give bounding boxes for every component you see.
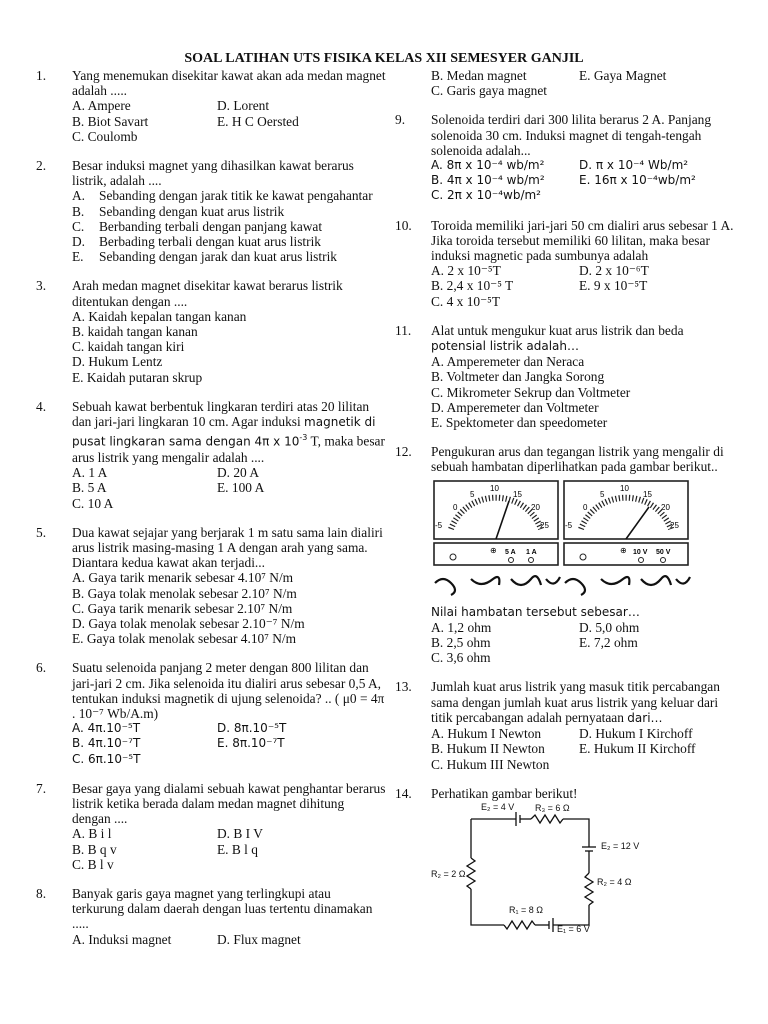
question-stem: Arah medan magnet disekitar kawat berarus listrik ditentukan dengan .... <box>72 278 343 309</box>
svg-text:10: 10 <box>490 483 499 493</box>
option-c: C. B l v <box>72 856 114 872</box>
svg-text:15: 15 <box>643 489 652 499</box>
option-a: A. Kaidah kepalan tangan kanan <box>72 308 247 324</box>
question-14 <box>395 786 740 933</box>
svg-text:25: 25 <box>540 520 549 530</box>
option-e: E. 16π x 10⁻⁴wb/m² <box>579 173 696 188</box>
svg-text:1 A: 1 A <box>526 548 537 556</box>
svg-text:20: 20 <box>661 502 670 512</box>
question-stem: Dua kawat sejajar yang berjarak 1 m satu sama lain dialiri arus listrik masing-masing 1 A dengan arah yang sama. Diantara kedua kawat akan terjadi... <box>72 524 383 571</box>
option-d: D. Berbading terbali dengan kuat arus listrik <box>72 234 321 250</box>
question-number: 2. <box>36 158 47 174</box>
option-d: D. B I V <box>217 826 263 842</box>
left-column <box>36 68 386 961</box>
option-b: B. 2,4 x 10⁻⁵ T <box>431 278 514 294</box>
question-number: 7. <box>36 780 47 796</box>
option-c: C. Gaya tarik menarik sebesar 2.10⁷ N/m <box>72 600 293 616</box>
question-stem: Pengukuran arus dan tegangan listrik yang mengalir di sebuah hambatan diperlihatkan pada gambar berikut.. <box>431 444 724 475</box>
option-c: C. Garis gaya magnet <box>431 83 548 99</box>
option-d: D. 5,0 ohm <box>579 619 640 635</box>
ammeter <box>434 481 560 595</box>
option-a: A. Hukum I Newton <box>431 726 542 742</box>
svg-text:⊕: ⊕ <box>490 545 497 555</box>
voltmeter <box>564 481 690 595</box>
option-b: B. Biot Savart <box>72 113 149 129</box>
option-c: C. Hukum III Newton <box>431 756 550 772</box>
option-d: D. Hukum Lentz <box>72 354 163 370</box>
question-number: 8. <box>36 886 47 902</box>
option-b: B. Voltmeter dan Jangka Sorong <box>431 369 605 385</box>
question-number: 9. <box>395 112 406 128</box>
question-number: 12. <box>395 444 412 460</box>
question-number: 1. <box>36 68 47 83</box>
question-stem: Besar induksi magnet yang dihasilkan kawat berarus listrik, adalah .... <box>72 158 354 189</box>
question-number: 14. <box>395 785 412 801</box>
option-a: A. 1 A <box>72 465 108 481</box>
question-number: 13. <box>395 679 412 695</box>
svg-text:20: 20 <box>531 502 540 512</box>
option-b: B. B q v <box>72 841 117 857</box>
question-stem: Perhatikan gambar berikut! <box>431 785 578 801</box>
svg-text:5: 5 <box>600 489 605 499</box>
svg-text:0: 0 <box>453 502 458 512</box>
question-6 <box>36 660 386 766</box>
question-13 <box>395 679 740 771</box>
svg-text:E₁ = 6 V: E₁ = 6 V <box>557 923 590 933</box>
option-e: E. Hukum II Kirchoff <box>579 741 696 757</box>
question-2 <box>36 158 386 264</box>
option-c: C. 10 A <box>72 495 114 511</box>
option-c: C. Coulomb <box>72 128 138 144</box>
option-c: C. kaidah tangan kiri <box>72 339 185 355</box>
option-b: B. 4π.10⁻⁷T <box>72 736 141 751</box>
option-a: A. Amperemeter dan Neraca <box>431 354 585 370</box>
option-c: C. 4 x 10⁻⁵T <box>431 293 501 309</box>
option-e: E. Gaya Magnet <box>579 68 667 83</box>
question-followup: Nilai hambatan tersebut sebesar… <box>431 604 640 619</box>
svg-text:E₂ = 4 V: E₂ = 4 V <box>481 801 515 812</box>
option-b: B. Gaya tolak menolak sebesar 2.10⁷ N/m <box>72 585 297 601</box>
option-a: A. Sebanding dengan jarak titik ke kawat pengahantar <box>72 188 373 204</box>
question-stem: Yang menemukan disekitar kawat akan ada medan magnet adalah ..... <box>72 68 386 99</box>
page-title: SOAL LATIHAN UTS FISIKA KELAS XII SEMESYER GANJIL <box>184 51 584 66</box>
option-a: A. 8π x 10⁻⁴ wb/m² <box>431 158 545 173</box>
option-b: B. Hukum II Newton <box>431 741 545 757</box>
question-stem: Banyak garis gaya magnet yang terlingkupi atau terkurung dalam daerah dengan luas tertentu dinamakan ..... <box>72 886 373 932</box>
question-number: 4. <box>36 398 47 414</box>
question-number: 10. <box>395 217 412 233</box>
option-c: C. Mikrometer Sekrup dan Voltmeter <box>431 384 631 400</box>
question-stem: Jumlah kuat arus listrik yang masuk titik percabangan sama dengan jumlah kuat arus listrik yang keluar dari titik percabangan adalah pernyataan dari… <box>431 679 720 725</box>
option-d: D. Flux magnet <box>217 931 301 947</box>
option-e: E. 9 x 10⁻⁵T <box>579 278 648 294</box>
option-a: A. 2 x 10⁻⁵T <box>431 263 501 279</box>
option-a: A. 1,2 ohm <box>431 619 492 635</box>
question-11 <box>395 323 740 430</box>
meter-figure <box>431 479 736 601</box>
question-1 <box>36 68 386 144</box>
svg-text:-5: -5 <box>435 520 443 530</box>
svg-text:50 V: 50 V <box>656 548 671 556</box>
option-d: D. Amperemeter dan Voltmeter <box>431 399 599 415</box>
question-stem: Suatu selenoida panjang 2 meter dengan 800 lilitan dan jari-jari 2 cm. Jika selenoida itu dialiri arus sebesar 0,5 A, tentukan induksi magnetik di ujung selenoida? .. ( μ0 = 4π . 10⁻⁷ Wb/A.m) <box>72 660 385 721</box>
svg-text:25: 25 <box>670 520 679 530</box>
svg-text:R₁ = 8 Ω: R₁ = 8 Ω <box>509 904 544 915</box>
option-a: A. B i l <box>72 826 112 842</box>
svg-text:-5: -5 <box>565 520 573 530</box>
question-9 <box>395 112 740 203</box>
right-column <box>395 68 740 947</box>
option-b: B. 4π x 10⁻⁴ wb/m² <box>431 173 545 188</box>
option-d: D. Gaya tolak menolak sebesar 2.10⁻⁷ N/m <box>72 615 305 631</box>
svg-text:R₃ = 6 Ω: R₃ = 6 Ω <box>535 802 570 813</box>
question-4 <box>36 399 386 511</box>
question-stem: Solenoida terdiri dari 300 lilita berarus 2 A. Panjang solenoida 30 cm. Induksi magnet di tengah-tengah solenoida adalah... <box>431 112 712 158</box>
option-b: B. 2,5 ohm <box>431 635 491 651</box>
option-e: E. B l q <box>217 841 258 857</box>
option-e: E. Gaya tolak menolak sebesar 4.10⁷ N/m <box>72 631 297 647</box>
option-e: E. 7,2 ohm <box>579 635 638 651</box>
question-8-continued <box>395 68 740 98</box>
option-e: E. Kaidah putaran skrup <box>72 369 203 385</box>
option-e: E. 100 A <box>217 480 265 496</box>
question-stem: Besar gaya yang dialami sebuah kawat penghantar berarus listrik ketika berada dalam medan magnet dihitung dengan .... <box>72 780 386 827</box>
svg-text:5: 5 <box>470 489 475 499</box>
option-e: E. H C Oersted <box>217 113 299 129</box>
svg-text:5 A: 5 A <box>505 548 516 556</box>
option-d: D. 2 x 10⁻⁶T <box>579 263 649 279</box>
question-12 <box>395 444 740 665</box>
option-e: E. 8π.10⁻⁷T <box>217 736 285 751</box>
option-a: A. Induksi magnet <box>72 931 172 947</box>
option-d: D. Hukum I Kirchoff <box>579 726 693 742</box>
question-number: 6. <box>36 660 47 676</box>
option-e: E. Spektometer dan speedometer <box>431 415 608 431</box>
question-stem: Sebuah kawat berbentuk lingkaran terdiri atas 20 lilitan dan jari-jari lingkaran 10 cm. Agar induksi magnetik di pusat lingkaran sama dengan 4π x $10^{-3}$ T, maka besar arus listrik yang mengalir adalah .... <box>72 398 385 465</box>
question-3 <box>36 278 386 384</box>
svg-text:10: 10 <box>620 483 629 493</box>
option-c: C. Berbanding terbali dengan panjang kawat <box>72 218 323 234</box>
svg-text:R₂ = 2 Ω: R₂ = 2 Ω <box>431 868 466 879</box>
option-e: E. Sebanding dengan jarak dan kuat arus listrik <box>72 249 337 265</box>
option-a: A. Ampere <box>72 98 131 114</box>
option-b: B. Sebanding dengan kuat arus listrik <box>72 203 285 219</box>
question-10 <box>395 218 740 309</box>
question-7 <box>36 781 386 872</box>
option-b: B. Medan magnet <box>431 68 527 83</box>
option-c: C. 6π.10⁻⁵T <box>72 751 141 766</box>
question-stem: Alat untuk mengukur kuat arus listrik dan beda potensial listrik adalah… <box>431 322 684 354</box>
option-d: D. π x 10⁻⁴ Wb/m² <box>579 158 689 173</box>
svg-text:0: 0 <box>583 502 588 512</box>
question-stem: Toroida memiliki jari-jari 50 cm dialiri arus sebesar 1 A. Jika toroida tersebut memiliki 60 lilitan, maka besar induksi magnetic pada sumbunya adalah <box>431 217 734 264</box>
svg-text:15: 15 <box>513 489 522 499</box>
option-d: D. 20 A <box>217 465 260 481</box>
question-8 <box>36 886 386 947</box>
option-b: B. 5 A <box>72 480 107 496</box>
circuit-diagram <box>431 801 671 933</box>
question-number: 5. <box>36 524 47 540</box>
svg-text:R₂ = 4 Ω: R₂ = 4 Ω <box>597 876 632 887</box>
option-d: D. Lorent <box>217 98 270 114</box>
svg-text:10 V: 10 V <box>633 548 648 556</box>
option-a: A. 4π.10⁻⁵T <box>72 721 141 736</box>
question-5 <box>36 525 386 647</box>
svg-text:E₂ = 12 V: E₂ = 12 V <box>601 840 640 851</box>
option-c: C. 2π x 10⁻⁴wb/m² <box>431 188 541 203</box>
option-c: C. 3,6 ohm <box>431 650 491 666</box>
question-number: 11. <box>395 322 412 338</box>
svg-text:⊕: ⊕ <box>620 545 627 555</box>
option-b: B. kaidah tangan kanan <box>72 324 198 340</box>
question-number: 3. <box>36 278 47 294</box>
option-a: A. Gaya tarik menarik sebesar 4.10⁷ N/m <box>72 570 294 586</box>
option-d: D. 8π.10⁻⁵T <box>217 721 287 736</box>
